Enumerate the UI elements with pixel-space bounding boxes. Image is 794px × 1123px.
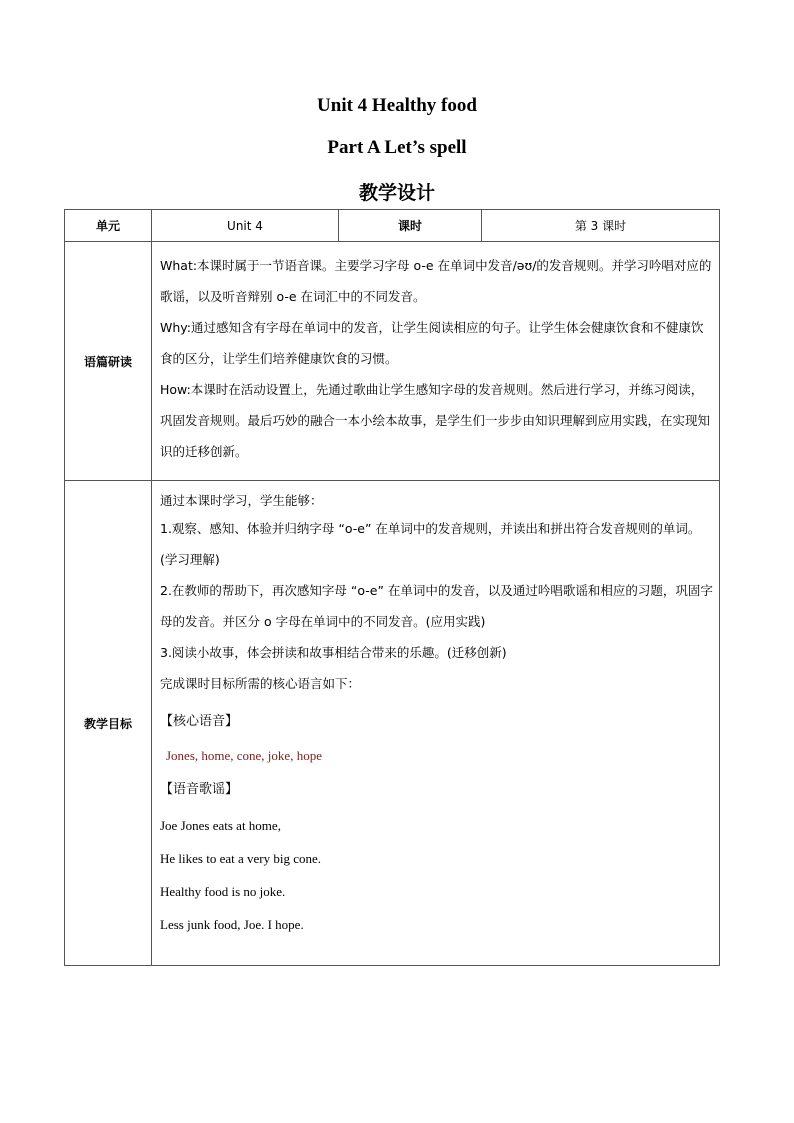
analysis-what: What:本课时属于一节语音课。主要学习字母 o-e 在单词中发音/əʊ/的发音规则。并学习吟唱对应的歌谣，以及听音辩别 o-e 在词汇中的不同发音。 [160,258,712,304]
chant-line: Less junk food, Joe. I hope. [160,917,304,932]
info-row [65,210,720,242]
analysis-how: How:本课时在活动设置上，先通过歌曲让学生感知字母的发音规则。然后进行学习，并练习阅读，巩固发音规则。最后巧妙的融合一本小绘本故事，是学生们一步步由知识理解到应用实践，在实现知识的迁移创新。 [160,382,711,459]
lesson-label: 课时 [339,210,482,242]
analysis-content [152,242,720,481]
core-language-intro: 完成课时目标所需的核心语言如下： [160,676,361,691]
unit-label: 单元 [65,210,152,242]
chant-line: He likes to eat a very big cone. [160,851,321,866]
lesson-plan-table [64,209,720,966]
chant-line: Healthy food is no joke. [160,884,286,899]
chant-heading: 【语音歌谣】 [160,782,239,797]
analysis-why: Why:通过感知含有字母在单词中的发音，让学生阅读相应的句子。让学生体会健康饮食和不健康饮食的区分，让学生们培养健康饮食的习惯。 [160,320,704,366]
objectives-row [65,481,720,966]
doc-subtitle: Part A Let’s spell [327,137,467,158]
objectives-intro: 通过本课时学习，学生能够： [160,493,323,508]
doc-title: Unit 4 Healthy food [317,95,477,116]
doc-type-heading: 教学设计 [358,182,435,204]
unit-value: Unit 4 [152,210,339,242]
analysis-label: 语篇研读 [65,242,152,481]
objective-item-1: 1.观察、感知、体验并归纳字母 “o-e” 在单词中的发音规则，并读出和拼出符合发音规则的单词。(学习理解) [160,521,701,567]
lesson-value: 第 3 课时 [482,210,720,242]
objective-item-3: 3.阅读小故事，体会拼读和故事相结合带来的乐趣。(迁移创新) [160,645,507,660]
chant-line: Joe Jones eats at home, [160,818,281,833]
objective-item-2: 2.在教师的帮助下，再次感知字母 “o-e” 在单词中的发音，以及通过吟唱歌谣和相应的习题，巩固字母的发音。并区分 o 字母在单词中的不同发音。(应用实践) [160,583,713,629]
core-sound-heading: 【核心语音】 [160,714,239,729]
objectives-content [152,481,720,966]
analysis-row [65,242,720,481]
objectives-label: 教学目标 [65,481,152,966]
core-words: Jones, home, cone, joke, hope [166,748,322,763]
